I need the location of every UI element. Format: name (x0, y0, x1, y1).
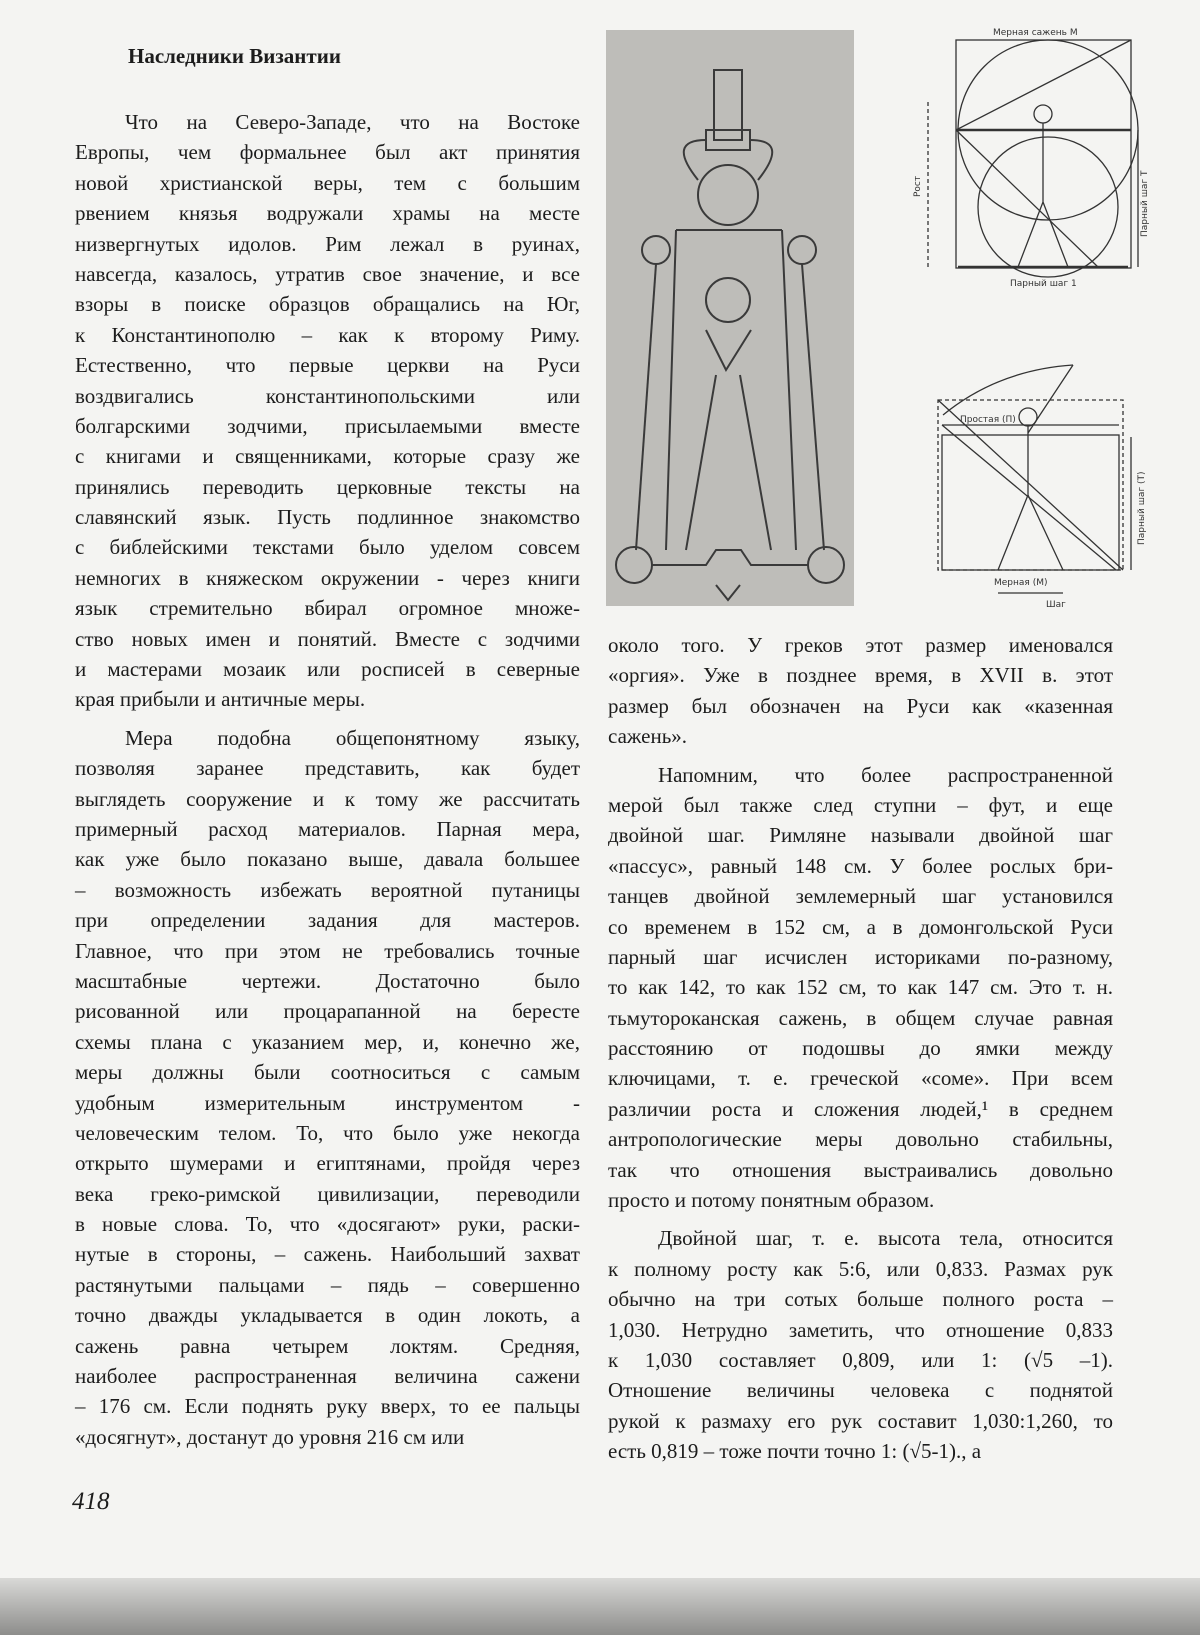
label-parnyi-shag-t: Парный шаг Т (1140, 170, 1150, 237)
text-line: взоры в поиске образцов обращались на Юг, (75, 289, 580, 319)
text-line: сажень равна четырем локтям. Средняя, (75, 1331, 580, 1361)
text-line: Европы, чем формальнее был акт принятия (75, 137, 580, 167)
text-line: к полному росту как 5:6, или 0,833. Размах рук (608, 1254, 1113, 1284)
text-line: антропологические меры довольно стабильны, (608, 1124, 1113, 1154)
text-line: нутые в стороны, – сажень. Наибольший захват (75, 1239, 580, 1269)
text-line: есть 0,819 – тоже почти точно 1: (√5-1)., а (608, 1436, 1113, 1466)
text-line: растянутыми пальцами – пядь – совершенно (75, 1270, 580, 1300)
text-line: так что отношения выстраивались довольно (608, 1155, 1113, 1185)
text-line: как уже было показано выше, давала большее (75, 844, 580, 874)
text-line: удобным измерительным инструментом - (75, 1088, 580, 1118)
text-line: открыто шумерами и египтянами, пройдя через (75, 1148, 580, 1178)
text-line: «досягнут», достанут до уровня 216 см или (75, 1422, 580, 1452)
left-text-column (75, 107, 580, 1460)
text-line: края прибыли и античные меры. (75, 684, 580, 714)
text-line: с книгами и священниками, которые сразу же (75, 441, 580, 471)
scan-edge (0, 1578, 1200, 1635)
text-line: Напомним, что более распространенной (608, 760, 1113, 790)
label-parnyi-shag-1: Парный шаг 1 (1010, 279, 1077, 289)
text-line: расстоянию от подошвы до ямки между (608, 1033, 1113, 1063)
text-line: схемы плана с указанием мер, и, конечно же, (75, 1027, 580, 1057)
text-line: Двойной шаг, т. е. высота тела, относится (608, 1223, 1113, 1253)
right-text-column (608, 630, 1113, 1475)
text-line: Мера подобна общепонятному языку, (75, 723, 580, 753)
text-line: масштабные чертежи. Достаточно было (75, 966, 580, 996)
text-line: «оргия». Уже в позднее время, в XVII в. этот (608, 660, 1113, 690)
text-line: примерный расход материалов. Парная мера, (75, 814, 580, 844)
text-line: принялись переводить церковные тексты на (75, 472, 580, 502)
text-line: просто и потому понятным образом. (608, 1185, 1113, 1215)
text-line: человеческим телом. То, что было уже некогда (75, 1118, 580, 1148)
text-line: наиболее распространенная величина сажени (75, 1361, 580, 1391)
text-line: около того. У греков этот размер именовался (608, 630, 1113, 660)
section-heading: Наследники Византии (128, 44, 341, 69)
text-line: Естественно, что первые церкви на Руси (75, 350, 580, 380)
text-line: размер был обозначен на Руси как «казенная (608, 691, 1113, 721)
paragraph (608, 630, 1113, 752)
text-line: «пассус», равный 148 см. У более рослых бри- (608, 851, 1113, 881)
paragraph (608, 1223, 1113, 1466)
text-line: танцев двойной землемерный шаг установился (608, 881, 1113, 911)
text-line: рисованной или процарапанной на бересте (75, 996, 580, 1026)
text-line: в новые слова. То, что «досягают» руки, раски- (75, 1209, 580, 1239)
text-line: навсегда, казалось, утратив свое значение, и все (75, 259, 580, 289)
text-line: различии роста и сложения людей,¹ в среднем (608, 1094, 1113, 1124)
page-number: 418 (72, 1488, 110, 1516)
text-line: Что на Северо-Западе, что на Востоке (75, 107, 580, 137)
text-line: низвергнутых идолов. Рим лежал в руинах, (75, 229, 580, 259)
text-line: и мастерами мозаик или росписей в северные (75, 654, 580, 684)
text-line: – 176 см. Если поднять руку вверх, то ее пальцы (75, 1391, 580, 1421)
text-line: новой христианской веры, тем с большим (75, 168, 580, 198)
label-rost: Рост (913, 176, 923, 197)
text-line: двойной шаг. Римляне называли двойной шаг (608, 820, 1113, 850)
text-line: выглядеть сооружение и к тому же рассчитать (75, 784, 580, 814)
paragraph (75, 723, 580, 1452)
illustration-medieval-human-figure (606, 30, 854, 606)
label-parnyi-shag: Парный шаг (Т) (1137, 471, 1147, 545)
paragraph (608, 760, 1113, 1216)
text-line: то как 142, то как 152 см, то как 147 см. Это т. н. (608, 972, 1113, 1002)
diagram-proportions-2 (898, 355, 1148, 620)
text-line: точно дважды укладывается в один локоть, а (75, 1300, 580, 1330)
text-line: с библейскими текстами было уделом совсем (75, 532, 580, 562)
text-line: язык стремительно вбирал огромное множе- (75, 593, 580, 623)
text-line: 1,030. Нетрудно заметить, что отношение 0,833 (608, 1315, 1113, 1345)
text-line: мерой был также след ступни – фут, и еще (608, 790, 1113, 820)
text-line: славянский язык. Пусть подлинное знакомство (75, 502, 580, 532)
paragraph (75, 107, 580, 715)
text-line: тьмутороканская сажень, в общем случае равная (608, 1003, 1113, 1033)
text-line: рукой к размаху его рук составит 1,030:1,260, то (608, 1406, 1113, 1436)
label-mernaya-sazhen: Мерная сажень М (993, 28, 1078, 38)
label-prostaya: Простая (П) (960, 415, 1016, 425)
text-line: к 1,030 составляет 0,809, или 1: (√5 –1). (608, 1345, 1113, 1375)
text-line: болгарскими зодчими, присылаемыми вместе (75, 411, 580, 441)
text-line: века греко-римской цивилизации, переводили (75, 1179, 580, 1209)
text-line: к Константинополю – как к второму Риму. (75, 320, 580, 350)
text-line: Отношение величины человека с поднятой (608, 1375, 1113, 1405)
text-line: сажень». (608, 721, 1113, 751)
text-line: обычно на три сотых больше полного роста – (608, 1284, 1113, 1314)
label-shag: Шаг (1046, 600, 1066, 610)
text-line: парный шаг исчислен историками по-разному, (608, 942, 1113, 972)
text-line: меры должны были соотноситься с самым (75, 1057, 580, 1087)
text-line: – возможность избежать вероятной путаницы (75, 875, 580, 905)
text-line: позволяя заранее представить, как будет (75, 753, 580, 783)
text-line: Главное, что при этом не требовались точные (75, 936, 580, 966)
text-line: ключицами, т. е. греческой «соме». При всем (608, 1063, 1113, 1093)
text-line: рвением князья водружали храмы на месте (75, 198, 580, 228)
text-line: воздвигались константинопольскими или (75, 381, 580, 411)
label-mernaya: Мерная (М) (994, 578, 1047, 588)
text-line: ство новых имен и понятий. Вместе с зодчими (75, 624, 580, 654)
text-line: немногих в княжеском окружении - через книги (75, 563, 580, 593)
diagram-proportions-1 (898, 22, 1148, 312)
text-line: при определении задания для мастеров. (75, 905, 580, 935)
text-line: со временем в 152 см, а в домонгольской Руси (608, 912, 1113, 942)
